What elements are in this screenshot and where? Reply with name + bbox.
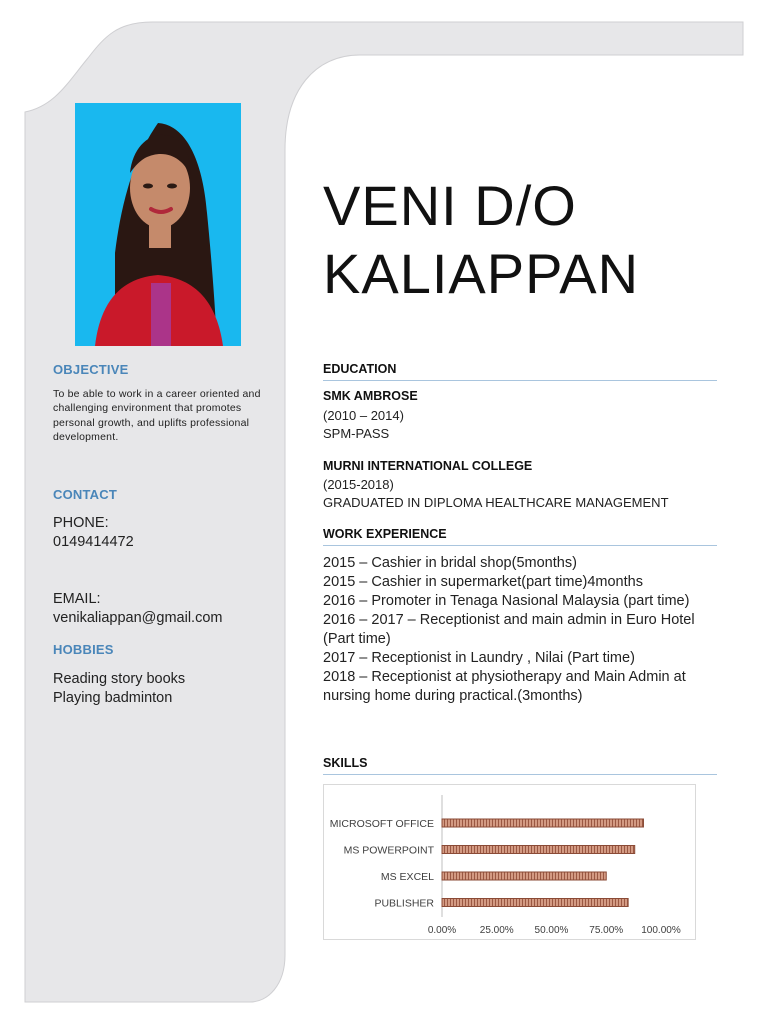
skills-heading: SKILLS	[323, 756, 717, 775]
hobbies-list	[53, 670, 273, 708]
skills-chart	[323, 784, 696, 940]
name-line-1: VENI D/O	[323, 174, 577, 237]
chart-x-tick-label: 75.00%	[589, 925, 624, 936]
work-item: 2015 – Cashier in bridal shop(5months)	[323, 555, 577, 571]
chart-x-tick-label: 100.00%	[641, 925, 681, 936]
education-years: (2010 – 2014)	[323, 408, 404, 423]
chart-x-tick-label: 25.00%	[479, 925, 514, 936]
chart-category-label: MS POWERPOINT	[343, 844, 434, 857]
profile-photo	[75, 103, 241, 346]
education-heading: EDUCATION	[323, 362, 717, 381]
skills-chart-svg	[324, 785, 695, 939]
candidate-name	[323, 172, 743, 308]
chart-bar	[442, 872, 606, 880]
education-school: SMK AMBROSE	[323, 389, 418, 403]
work-item: 2017 – Receptionist in Laundry , Nilai (Part time)	[323, 650, 635, 666]
work-item: 2016 – 2017 – Receptionist and main admin in Euro Hotel (Part time)	[323, 612, 695, 647]
chart-category-label: MS EXCEL	[380, 871, 434, 883]
hobby-item: Reading story books	[53, 671, 186, 687]
email-value: venikaliappan@gmail.com	[53, 610, 223, 626]
work-item: 2015 – Cashier in supermarket(part time)4months	[323, 574, 643, 590]
phone-label: PHONE:	[53, 515, 109, 531]
chart-category-label: PUBLISHER	[374, 897, 434, 910]
work-item: 2016 – Promoter in Tenaga Nasional Malaysia (part time)	[323, 593, 690, 609]
chart-x-tick-label: 0.00%	[427, 925, 457, 936]
education-school: MURNI INTERNATIONAL COLLEGE	[323, 459, 533, 473]
phone-block	[53, 514, 273, 552]
hobbies-heading: HOBBIES	[53, 642, 114, 657]
profile-photo-image	[75, 103, 241, 346]
chart-bar	[442, 846, 635, 854]
chart-bar	[442, 819, 643, 827]
chart-category-label: MICROSOFT OFFICE	[329, 818, 434, 830]
email-label: EMAIL:	[53, 591, 101, 607]
chart-bar	[442, 899, 628, 907]
work-experience-heading: WORK EXPERIENCE	[323, 527, 717, 546]
education-detail: SPM-PASS	[323, 426, 390, 441]
work-item: 2018 – Receptionist at physiotherapy and Main Admin at nursing home during practical.(3months)	[323, 669, 686, 704]
education-detail: GRADUATED IN DIPLOMA HEALTHCARE MANAGEMENT	[323, 495, 669, 510]
education-years: (2015-2018)	[323, 477, 394, 492]
objective-text: To be able to work in a career oriented and challenging environment that promotes personal growth, and uplifts professional development.	[53, 388, 261, 443]
objective-heading: OBJECTIVE	[53, 362, 129, 377]
hobby-item: Playing badminton	[53, 690, 173, 706]
work-experience-list	[323, 554, 703, 706]
email-block	[53, 590, 273, 628]
chart-x-tick-label: 50.00%	[534, 925, 569, 936]
contact-heading: CONTACT	[53, 487, 117, 502]
name-line-2: KALIAPPAN	[323, 242, 640, 305]
phone-value: 0149414472	[53, 534, 134, 550]
